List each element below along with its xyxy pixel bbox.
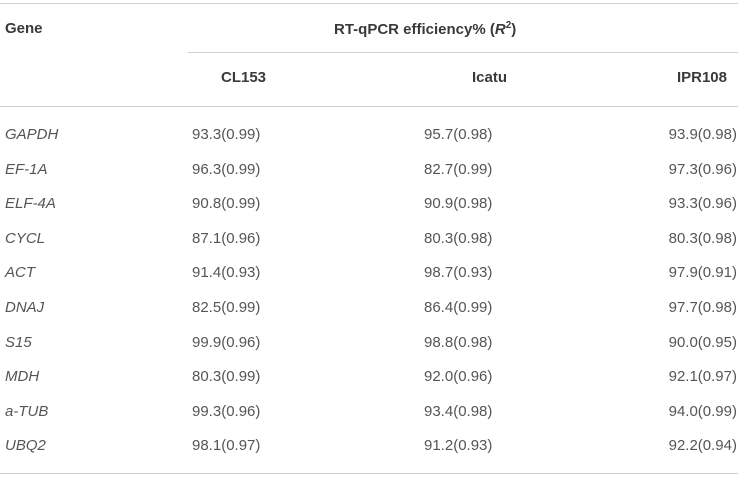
table-bottom-rule [0,473,738,474]
gene-name: DNAJ [5,299,45,316]
efficiency-cell: 80.3(0.98) [424,230,493,247]
efficiency-cell: 91.2(0.93) [424,437,493,454]
efficiency-group-header [334,20,516,38]
gene-column-header: Gene [5,20,43,37]
efficiency-cell: 92.2(0.94) [668,437,737,454]
efficiency-cell: 80.3(0.98) [668,230,737,247]
efficiency-cell: 87.1(0.96) [192,230,261,247]
efficiency-cell: 90.0(0.95) [668,334,737,351]
efficiency-cell: 86.4(0.99) [424,299,493,316]
efficiency-cell: 91.4(0.93) [192,264,261,281]
table-top-rule [0,3,738,4]
efficiency-cell: 80.3(0.99) [192,368,261,385]
efficiency-cell: 93.3(0.96) [668,195,737,212]
efficiency-cell: 98.1(0.97) [192,437,261,454]
gene-name: EF-1A [5,161,48,178]
efficiency-cell: 99.3(0.96) [192,403,261,420]
efficiency-cell: 92.0(0.96) [424,368,493,385]
group-label-r: R [494,21,506,38]
efficiency-cell: 97.7(0.98) [668,299,737,316]
efficiency-cell: 98.8(0.98) [424,334,493,351]
efficiency-cell: 94.0(0.99) [668,403,737,420]
gene-name: MDH [5,368,40,385]
column-header-cl153: CL153 [221,69,267,86]
efficiency-cell: 92.1(0.97) [668,368,737,385]
efficiency-cell: 93.9(0.98) [668,126,737,143]
efficiency-cell: 90.9(0.98) [424,195,493,212]
gene-name: ACT [5,264,35,281]
gene-name: ELF-4A [5,195,56,212]
efficiency-cell: 90.8(0.99) [192,195,261,212]
gene-name: UBQ2 [5,437,46,454]
gene-name: a-TUB [5,403,49,420]
gene-name: S15 [5,334,32,351]
column-header-icatu: Icatu [472,69,508,86]
efficiency-cell: 96.3(0.99) [192,161,261,178]
efficiency-cell: 93.4(0.98) [424,403,493,420]
group-header-rule [188,52,738,53]
group-label-prefix: RT-qPCR efficiency% ( [334,21,495,38]
gene-name: GAPDH [5,126,59,143]
efficiency-cell: 97.3(0.96) [668,161,737,178]
efficiency-cell: 97.9(0.91) [668,264,737,281]
efficiency-cell: 82.7(0.99) [424,161,493,178]
column-header-ipr108: IPR108 [676,69,727,86]
efficiency-cell: 95.7(0.98) [424,126,493,143]
efficiency-cell: 99.9(0.96) [192,334,261,351]
efficiency-cell: 82.5(0.99) [192,299,261,316]
efficiency-cell: 93.3(0.99) [192,126,261,143]
group-label-sup: 2 [505,20,512,31]
header-bottom-rule [0,106,738,107]
group-label-suffix: ) [511,21,517,38]
gene-name: CYCL [5,230,46,247]
efficiency-cell: 98.7(0.93) [424,264,493,281]
